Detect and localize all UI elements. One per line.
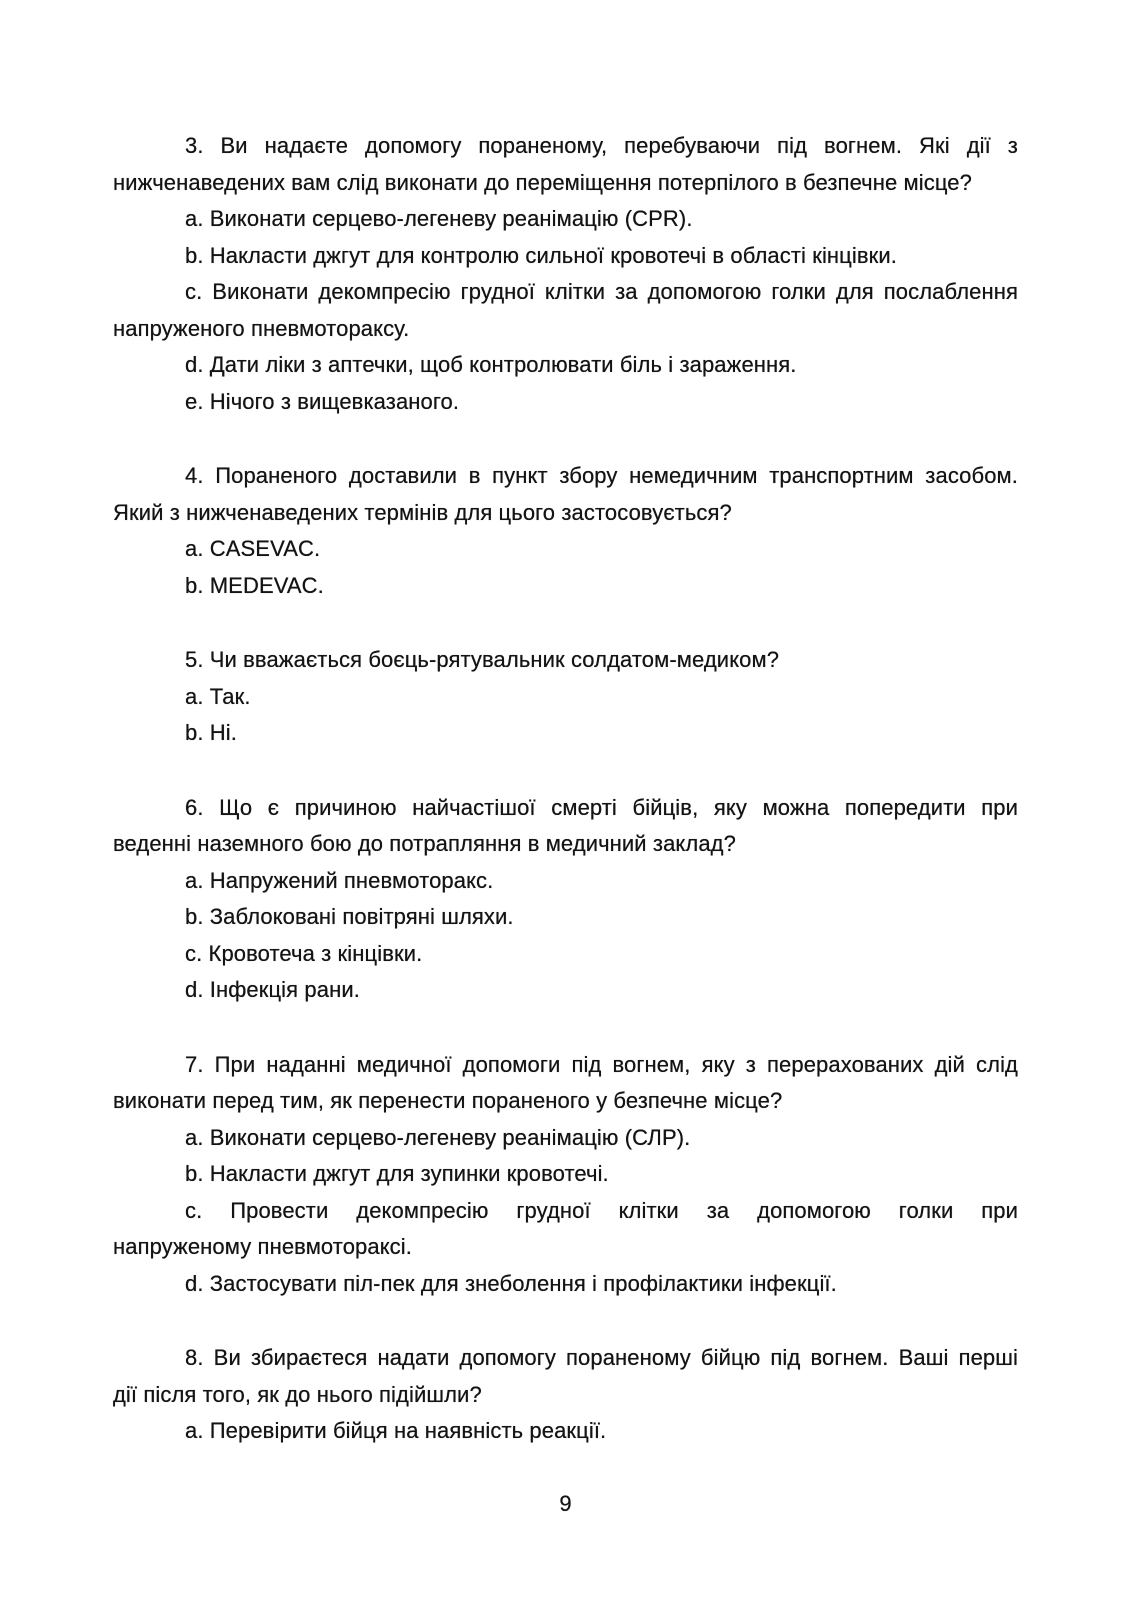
text-line: b. Накласти джгут для контролю сильної кровотечі в області кінцівки. — [185, 242, 897, 268]
question-4-option-a — [113, 531, 1018, 568]
question-4-option-b — [113, 568, 1018, 605]
document-body — [113, 128, 1018, 1450]
question-7-option-a — [113, 1120, 1018, 1157]
question-3-option-c — [113, 274, 1018, 347]
text-line: b. Заблоковані повітряні шляхи. — [185, 904, 514, 929]
text-line: d. Дати ліки з аптечки, щоб контролювати біль і зараження. — [185, 352, 797, 377]
question-6 — [113, 790, 1018, 863]
text-line: 5. Чи вважається боєць-рятувальник солдатом-медиком? — [185, 647, 780, 672]
text-line: 8. Ви збираєтеся надати допомогу пораненому бійцю під вогнем. Ваші перші — [185, 1345, 1018, 1370]
question-7-option-b — [113, 1156, 1018, 1193]
question-7-option-d — [113, 1266, 1018, 1303]
text-line: c. Провести декомпресію грудної клітки за допомогою голки при — [185, 1197, 1018, 1223]
text-line: c. Виконати декомпресію грудної клітки за допомогою голки для послаблення — [185, 279, 1018, 304]
text-line: 7. При наданні медичної допомоги під вогнем, яку з перерахованих дій слід — [185, 1051, 1018, 1077]
text-line: Який з нижченаведених термінів для цього застосовується? — [113, 499, 732, 525]
question-5-option-b — [113, 715, 1018, 752]
text-line: b. Накласти джгут для зупинки кровотечі. — [185, 1161, 609, 1186]
question-6-option-d — [113, 972, 1018, 1009]
question-3-option-d — [113, 347, 1018, 384]
text-line: 3. Ви надаєте допомогу пораненому, перебуваючи під вогнем. Які дії з — [185, 133, 1018, 158]
question-6-option-b — [113, 899, 1018, 936]
text-line: c. Кровотеча з кінцівки. — [185, 940, 423, 966]
text-line: d. Інфекція рани. — [185, 977, 360, 1002]
question-4 — [113, 458, 1018, 531]
text-line: b. MEDEVAC. — [185, 572, 324, 598]
question-6-option-c — [113, 936, 1018, 973]
text-line: a. Перевірити бійця на наявність реакції. — [185, 1418, 607, 1443]
text-line: напруженому пневмотораксі. — [113, 1234, 412, 1259]
text-line: 4. Пораненого доставили в пункт збору немедичним транспортним засобом. — [185, 463, 1018, 488]
question-8 — [113, 1340, 1018, 1413]
page-number: 9 — [559, 1490, 572, 1516]
text-line: e. Нічого з вищевказаного. — [185, 388, 460, 414]
text-line: напруженого пневмотораксу. — [113, 315, 410, 341]
text-line: a. Виконати серцево-легеневу реанімацію (CPR). — [185, 206, 693, 231]
text-line: a. CASEVAC. — [185, 536, 321, 561]
question-3 — [113, 128, 1018, 201]
question-7-option-c — [113, 1193, 1018, 1266]
text-line: a. Так. — [185, 683, 251, 709]
text-line: b. Ні. — [185, 720, 237, 745]
text-line: a. Напружений пневмоторакс. — [185, 867, 494, 893]
question-6-option-a — [113, 863, 1018, 900]
text-line: виконати перед тим, як перенести пораненого у безпечне місце? — [113, 1088, 783, 1113]
text-line: нижченаведених вам слід виконати до переміщення потерпілого в безпечне місце? — [113, 169, 972, 195]
question-5 — [113, 642, 1018, 679]
text-line: 6. Що є причиною найчастішої смерті бійців, яку можна попередити при — [185, 794, 1018, 820]
text-line: d. Застосувати піл-пек для знеболення і профілактики інфекції. — [185, 1270, 837, 1296]
text-line: a. Виконати серцево-легеневу реанімацію (СЛР). — [185, 1124, 691, 1150]
question-3-option-a — [113, 201, 1018, 238]
question-3-option-e — [113, 384, 1018, 421]
question-3-option-b — [113, 238, 1018, 275]
question-7 — [113, 1047, 1018, 1120]
text-line: веденні наземного бою до потрапляння в медичний заклад? — [113, 831, 736, 856]
text-line: дії після того, як до нього підійшли? — [113, 1381, 482, 1407]
question-8-option-a — [113, 1413, 1018, 1450]
question-5-option-a — [113, 679, 1018, 716]
